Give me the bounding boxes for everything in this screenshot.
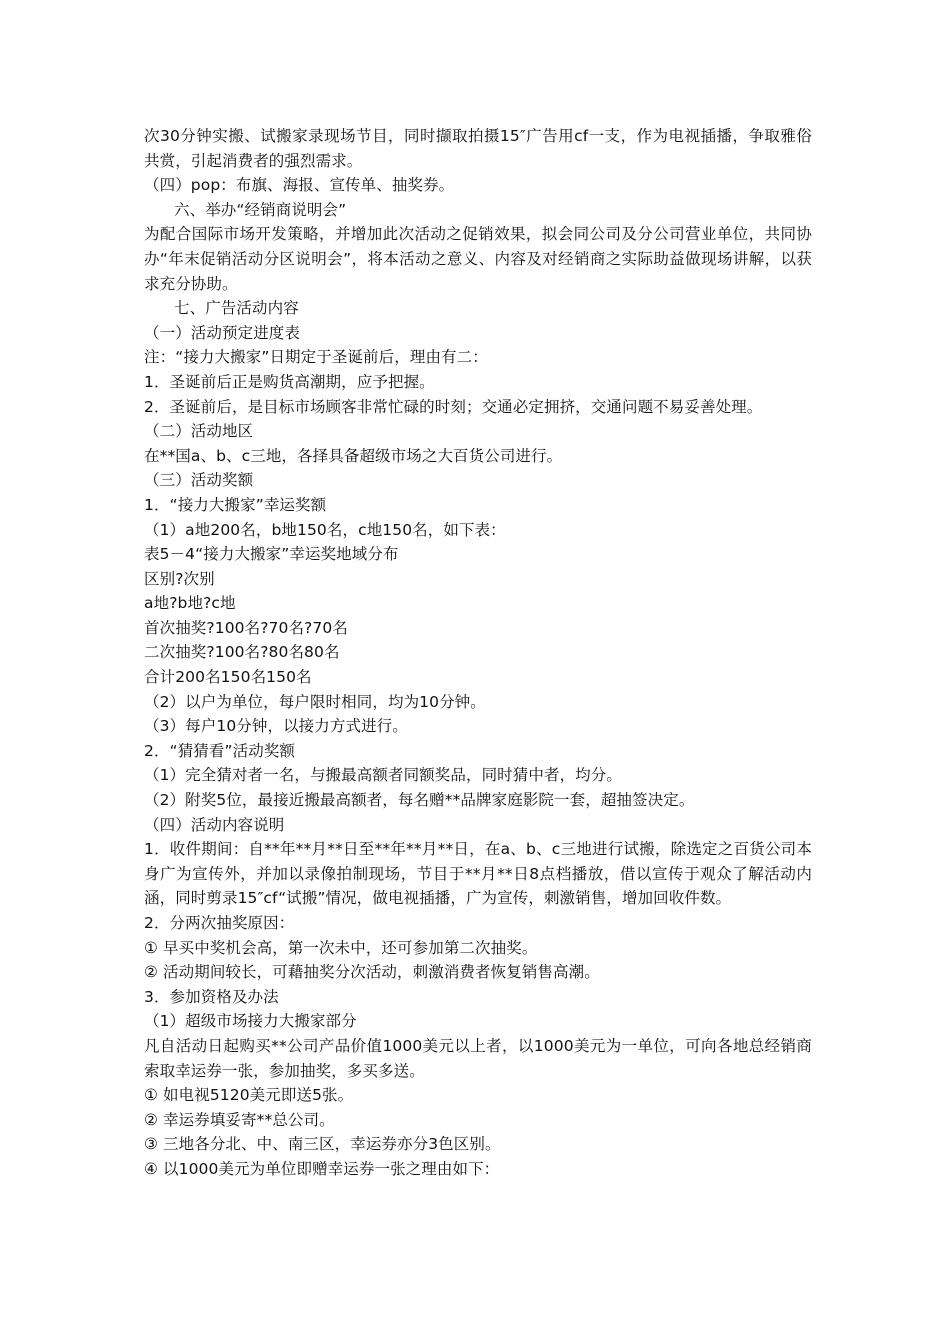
paragraph: 1．收件期间：自**年**月**日至**年**月**日，在a、b、c三地进行试搬，除选定之百货公司本身广为宣传外，并加以录像拍制现场，节目于**月**日8点档播放，借以宣传于观众了解活动内涵，同时剪录15″cf“试搬”情况，做电视插播，广为宣传，刺激销售，增加回收件数。 [144,840,812,908]
paragraph: 区别?次别 [144,569,215,588]
paragraph: 为配合国际市场开发策略，并增加此次活动之促销效果，拟会同公司及分公司营业单位，共同协办“年末促销活动分区说明会”，将本活动之意义、内容及对经销商之实际助益做现场讲解，以获求充分协助。 [144,225,812,293]
paragraph: 在**国a、b、c三地，各择具备超级市场之大百货公司进行。 [144,446,563,465]
paragraph: （四）活动内容说明 [144,815,285,834]
paragraph: 次30分钟实搬、试搬家录现场节目，同时撷取拍摄15″广告用cf一支，作为电视插播，争取雅俗共赏，引起消费者的强烈需求。 [144,127,812,170]
paragraph: 3．参加资格及办法 [144,987,279,1006]
paragraph: ② 幸运券填妥寄**总公司。 [144,1110,335,1129]
paragraph: （3）每户10分钟，以接力方式进行。 [144,717,408,736]
paragraph: （二）活动地区 [144,422,254,441]
paragraph: ④ 以1000美元为单位即赠幸运券一张之理由如下： [144,1159,500,1178]
paragraph: 表5－4“接力大搬家”幸运奖地域分布 [144,545,399,564]
paragraph: a地?b地?c地 [144,594,236,613]
paragraph: 二次抽奖?100名?80名80名 [144,643,340,662]
paragraph: 首次抽奖?100名?70名?70名 [144,618,348,637]
paragraph: （四）pop：布旗、海报、宣传单、抽奖券。 [144,176,455,195]
paragraph: （1）完全猜对者一名，与搬最高额者同额奖品，同时猜中者，均分。 [144,766,622,785]
paragraph: 七、广告活动内容 [174,299,299,318]
paragraph: ① 如电视5120美元即送5张。 [144,1086,354,1105]
paragraph: 六、举办“经销商说明会” [174,200,347,219]
paragraph: （1）a地200名，b地150名，c地150名，如下表： [144,520,506,539]
paragraph: ② 活动期间较长，可藉抽奖分次活动，刺激消费者恢复销售高潮。 [144,963,600,982]
paragraph: 2．分两次抽奖原因： [144,914,295,932]
paragraph: （2）附奖5位，最接近搬最高额者，每名赠**品牌家庭影院一套，超抽签决定。 [144,791,695,810]
paragraph: 凡自活动日起购买**公司产品价值1000美元以上者，以1000美元为一单位，可向各地总经销商索取幸运券一张，参加抽奖，多买多送。 [144,1036,812,1080]
document-body [144,124,812,1182]
paragraph: 2．圣诞前后，是目标市场顾客非常忙碌的时刻；交通必定拥挤，交通问题不易妥善处理。 [144,397,763,416]
paragraph: 合计200名150名150名 [144,668,312,687]
paragraph: （一）活动预定进度表 [144,323,301,342]
paragraph: 1．“接力大搬家”幸运奖额 [144,495,327,514]
paragraph: ③ 三地各分北、中、南三区，幸运券亦分3色区别。 [144,1135,501,1154]
paragraph: 2．“猜猜看”活动奖额 [144,741,296,760]
paragraph: （2）以户为单位，每户限时相同，均为10分钟。 [144,692,486,711]
paragraph: 1．圣诞前后正是购货高潮期，应予把握。 [144,372,435,391]
paragraph: 注：“接力大搬家”日期定于圣诞前后，理由有二： [144,348,488,367]
paragraph: （1）超级市场接力大搬家部分 [144,1012,357,1031]
paragraph: （三）活动奖额 [144,471,254,490]
paragraph: ① 早买中奖机会高，第一次未中，还可参加第二次抽奖。 [144,938,538,957]
